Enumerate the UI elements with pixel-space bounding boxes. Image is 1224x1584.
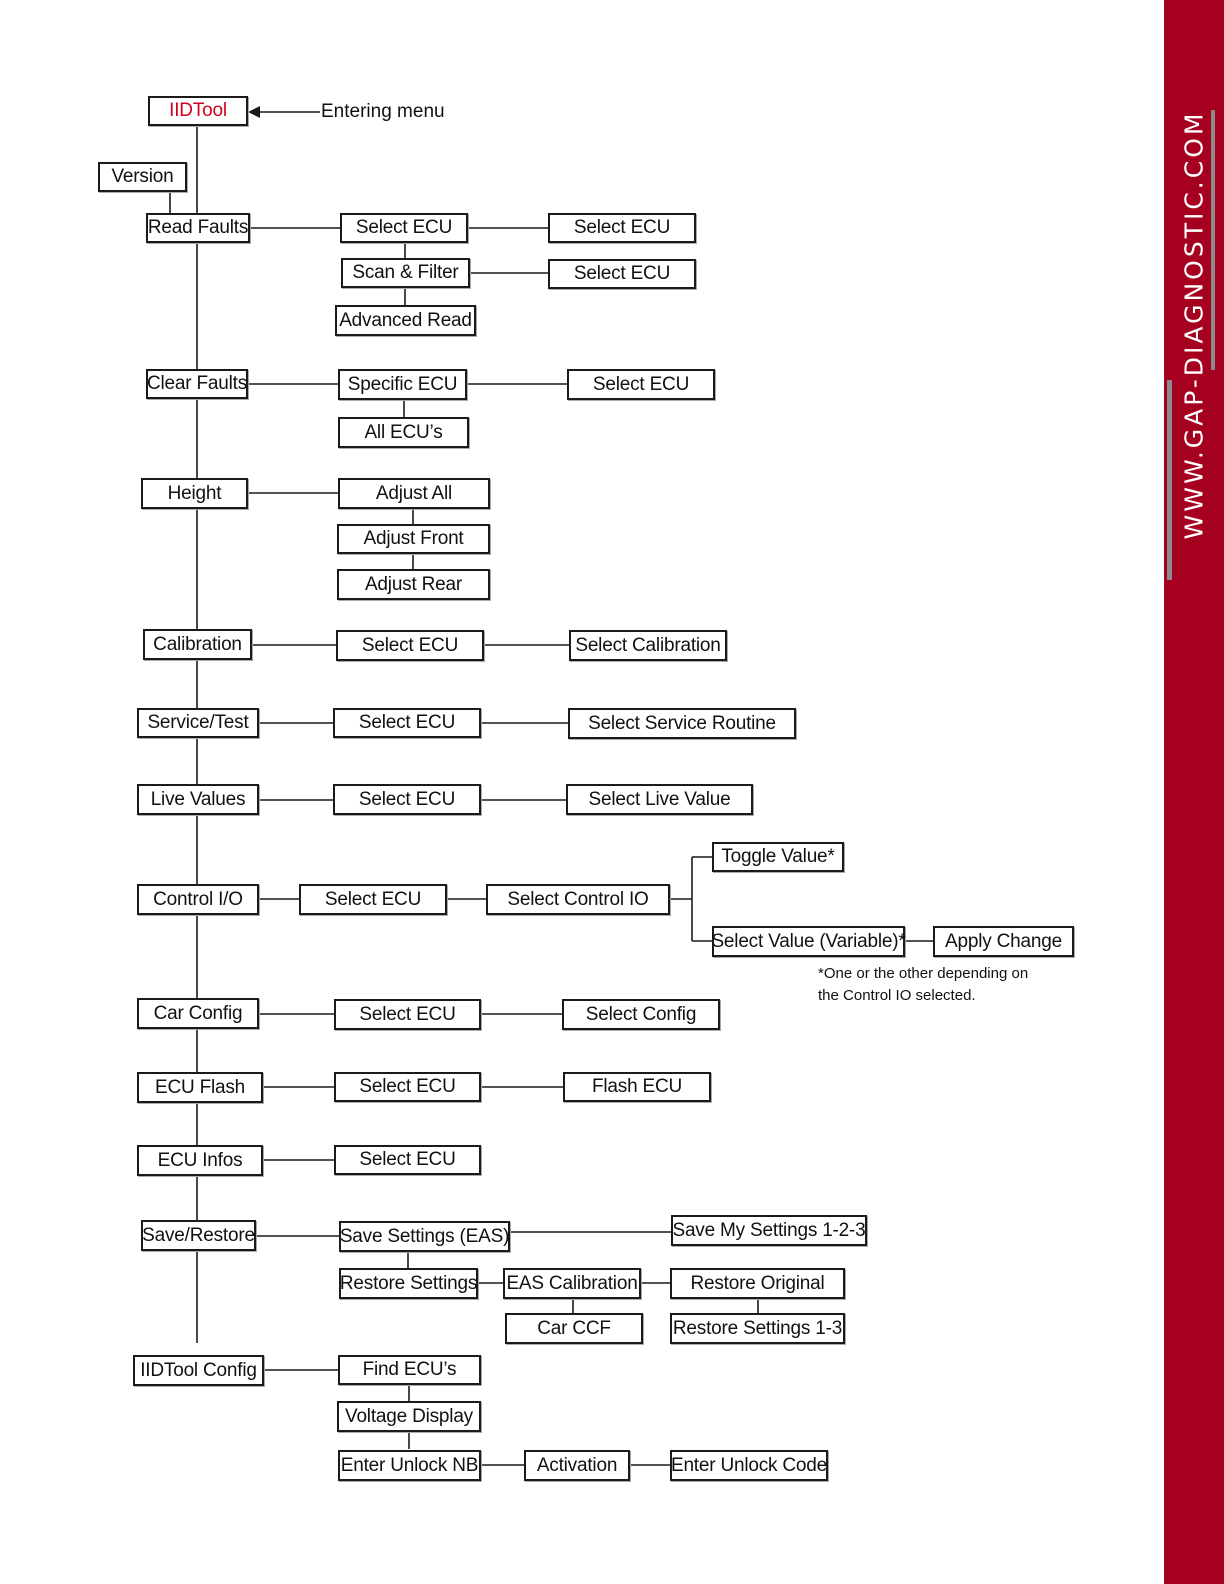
select-control-io-node: Select Control IO (486, 884, 670, 915)
restore-settings-node: Restore Settings (339, 1268, 478, 1299)
enter-unlock-nb-node: Enter Unlock NB (338, 1450, 481, 1481)
sidebar-website-text: WWW.GAP-DIAGNOSTIC.COM (1179, 110, 1209, 540)
iidtool-config-node: IIDTool Config (133, 1355, 264, 1386)
scan-filter-node: Scan & Filter (341, 258, 470, 288)
service-test-node: Service/Test (137, 708, 259, 738)
save-settings-eas-node: Save Settings (EAS) (339, 1221, 510, 1252)
adjust-all-node: Adjust All (338, 478, 490, 509)
select-calibration-node: Select Calibration (569, 630, 727, 661)
all-ecus-node: All ECU’s (338, 417, 469, 448)
clear-faults-node: Clear Faults (146, 369, 248, 399)
control-io-footnote-line1: *One or the other depending on (818, 965, 1029, 982)
specific-ecu-select-ecu: Select ECU (567, 369, 715, 400)
enter-unlock-code-node: Enter Unlock Code (670, 1450, 828, 1481)
sidebar-accent-rule-2 (1211, 110, 1215, 370)
read-faults-select-ecu-next: Select ECU (548, 213, 696, 243)
height-node: Height (141, 478, 248, 509)
restore-original-node: Restore Original (670, 1268, 845, 1299)
scan-filter-select-ecu: Select ECU (548, 259, 696, 289)
flash-ecu-node: Flash ECU (563, 1072, 711, 1102)
iidtool-root-node: IIDTool (148, 96, 248, 126)
ecu-flash-node: ECU Flash (137, 1072, 263, 1103)
calibration-select-ecu: Select ECU (336, 630, 484, 661)
ecu-infos-select-ecu: Select ECU (334, 1145, 481, 1175)
live-values-node: Live Values (137, 784, 259, 815)
control-io-footnote-line2: the Control IO selected. (818, 987, 976, 1004)
control-io-node: Control I/O (137, 884, 259, 915)
entering-menu-note: Entering menu (321, 101, 445, 122)
sidebar-accent-rule (1167, 380, 1172, 580)
advanced-read-node: Advanced Read (335, 305, 476, 336)
adjust-rear-node: Adjust Rear (337, 569, 490, 600)
save-restore-node: Save/Restore (141, 1220, 256, 1251)
live-values-select-ecu: Select ECU (333, 784, 481, 815)
adjust-front-node: Adjust Front (337, 524, 490, 554)
version-node: Version (98, 162, 187, 192)
select-value-variable-node: Select Value (Variable)* (712, 926, 905, 957)
voltage-display-node: Voltage Display (337, 1401, 481, 1432)
read-faults-node: Read Faults (146, 213, 250, 243)
calibration-node: Calibration (143, 629, 252, 660)
toggle-value-node: Toggle Value* (712, 842, 844, 872)
find-ecus-node: Find ECU’s (338, 1355, 481, 1385)
select-live-value-node: Select Live Value (566, 784, 753, 815)
service-test-select-ecu: Select ECU (333, 708, 481, 738)
select-config-node: Select Config (562, 999, 720, 1030)
ecu-infos-node: ECU Infos (137, 1145, 263, 1176)
car-ccf-node: Car CCF (505, 1313, 643, 1344)
activation-node: Activation (524, 1450, 630, 1481)
car-config-select-ecu: Select ECU (334, 999, 481, 1030)
specific-ecu-node: Specific ECU (338, 369, 467, 400)
apply-change-node: Apply Change (933, 926, 1074, 957)
arrow-head-icon (248, 106, 260, 118)
select-service-routine-node: Select Service Routine (568, 708, 796, 739)
ecu-flash-select-ecu: Select ECU (334, 1072, 481, 1102)
restore-settings-1-3-node: Restore Settings 1-3 (670, 1313, 845, 1344)
read-faults-select-ecu: Select ECU (340, 213, 468, 243)
control-io-select-ecu: Select ECU (299, 884, 447, 915)
save-my-settings-node: Save My Settings 1-2-3 (671, 1215, 867, 1246)
eas-calibration-node: EAS Calibration (503, 1268, 641, 1299)
car-config-node: Car Config (137, 998, 259, 1029)
